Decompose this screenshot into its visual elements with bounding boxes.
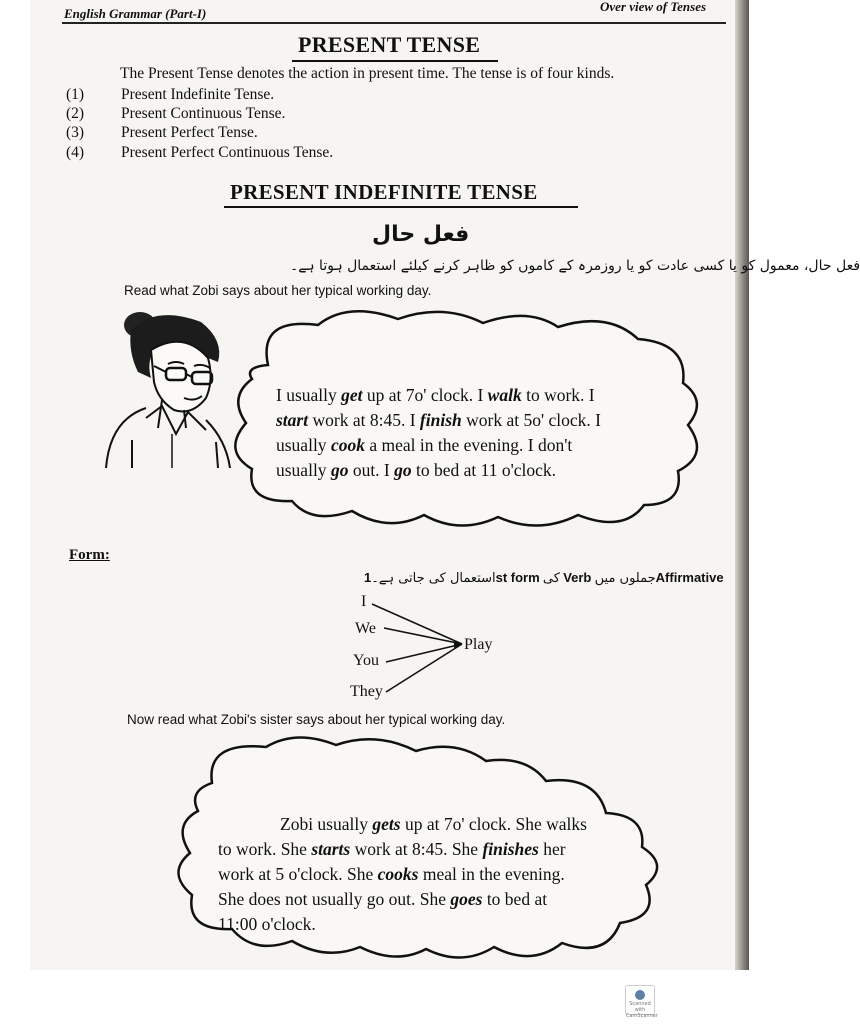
bubble2-line: work at 5 o'clock. She cooks meal in the evening. <box>218 864 565 884</box>
bubble1-line: usually go out. I go to bed at 11 o'clock. <box>276 460 557 480</box>
present-tense-title: PRESENT TENSE <box>298 32 481 57</box>
indefinite-title-underline <box>224 206 578 208</box>
indefinite-title: PRESENT INDEFINITE TENSE <box>230 180 538 204</box>
urdu-definition: فعل حال، معمول کو یا کسی عادت کو یا روزمرہ کے کاموں کو ظاہر کرنے کیلئے استعمال ہوتا ہے۔ <box>290 258 860 274</box>
bubble2-line: She does not usually go out. She goes to bed at <box>218 889 548 909</box>
scanner-badge-text: Scanned with CamScanner <box>626 1001 658 1019</box>
list-item: Present Perfect Tense. <box>121 124 258 141</box>
present-tense-intro: The Present Tense denotes the action in present time. The tense is of four kinds. <box>120 65 615 82</box>
list-number: (2) <box>66 105 85 122</box>
form-rule-urdu-1: جملوں میں <box>594 571 656 586</box>
pronoun-label: They <box>350 683 383 700</box>
list-number: (1) <box>66 86 85 103</box>
list-number: (4) <box>66 144 85 161</box>
camscanner-logo-icon <box>635 990 645 1000</box>
form-rule-verb: Verb <box>563 570 592 585</box>
urdu-title: فعل حال <box>372 222 470 247</box>
list-item: Present Indefinite Tense. <box>121 86 275 103</box>
header-rule <box>62 22 726 24</box>
form-label: Form: <box>69 547 110 563</box>
bubble2-line: 11:00 o'clock. <box>218 914 316 934</box>
title-underline <box>292 60 498 62</box>
bubble1-line: usually cook a meal in the evening. I don't <box>276 435 573 455</box>
list-item: Present Perfect Continuous Tense. <box>121 144 334 161</box>
sister-intro: Now read what Zobi's sister says about her typical working day. <box>127 712 506 727</box>
pronoun-label: You <box>353 652 379 669</box>
read-zobi-intro: Read what Zobi says about her typical working day. <box>124 283 432 298</box>
header-right: Over view of Tenses <box>600 0 707 14</box>
pronoun-label: I <box>361 593 367 610</box>
bubble1-text <box>276 383 676 483</box>
bubble1-line: start work at 8:45. I finish work at 5o' clock. I <box>276 410 601 430</box>
list-item: Present Continuous Tense. <box>121 105 286 122</box>
form-rule-form: 1st form <box>364 570 540 585</box>
page-edge-shadow <box>735 0 749 970</box>
header-left: English Grammar (Part-I) <box>64 6 207 21</box>
form-rule-affirmative: Affirmative <box>655 570 724 585</box>
pronoun-label: We <box>355 620 376 637</box>
bubble1-line: I usually get up at 7o' clock. I walk to work. I <box>276 385 595 405</box>
bubble2-line: Zobi usually gets up at 7o' clock. She walks <box>280 814 587 834</box>
bubble2-line: to work. She starts work at 8:45. She finishes her <box>218 839 566 859</box>
bubble2-text <box>218 812 638 937</box>
form-rule <box>364 570 724 586</box>
form-rule-urdu-2: کی <box>542 571 560 586</box>
scanner-badge <box>625 985 658 1019</box>
diagram-arrows <box>370 600 470 700</box>
form-rule-urdu-3: استعمال کی جاتی ہے۔ <box>371 571 496 586</box>
woman-illustration <box>96 300 236 470</box>
list-number: (3) <box>66 124 85 141</box>
verb-label: Play <box>464 636 493 653</box>
